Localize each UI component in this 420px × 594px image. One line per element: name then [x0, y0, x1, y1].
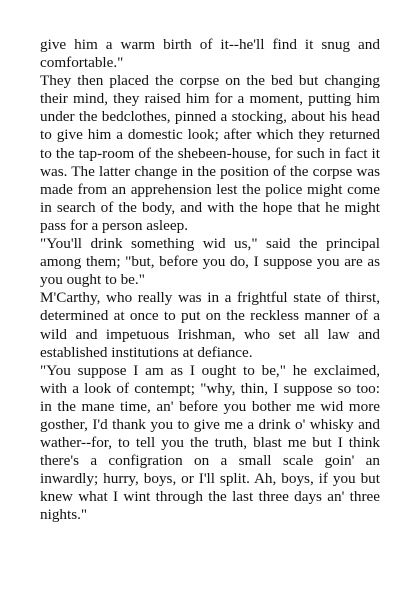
paragraph-2: They then placed the corpse on the bed but changing their mind, they raised him for a moment, putting him under the bedclothes, pinned a stocking, about his head to give him a domestic look; after which they returned to the tap-room of the shebeen-house, for such in fact it was. The latter change in the position of the corpse was made from an apprehension lest the police might come in search of the body, and with the hope that he might pass for a person asleep. [40, 72, 380, 234]
paragraph-4: M'Carthy, who really was in a frightful state of thirst, determined at once to put on the reckless manner of a wild and impetuous Irishman, who set all law and established institutions at defiance. [40, 289, 380, 361]
paragraph-3: "You'll drink something wid us," said the principal among them; "but, before you do, I suppose you are as you ought to be." [40, 235, 380, 289]
paragraph-5: "You suppose I am as I ought to be," he exclaimed, with a look of contempt; "why, thin, I suppose so too: in the mane time, an' before you bother me wid more gosther, I'd thank you to give me a drink o' whisky and wather--for, to tell you the truth, blast me but I think there's a configration on a small scale goin' an inwardly; hurry, boys, or I'll split. Ah, boys, if you but knew what I wint through the last three days an' three nights." [40, 361, 380, 524]
paragraph-1: give him a warm birth of it--he'll find it snug and comfortable." [40, 36, 380, 72]
page-text-block [40, 36, 380, 525]
